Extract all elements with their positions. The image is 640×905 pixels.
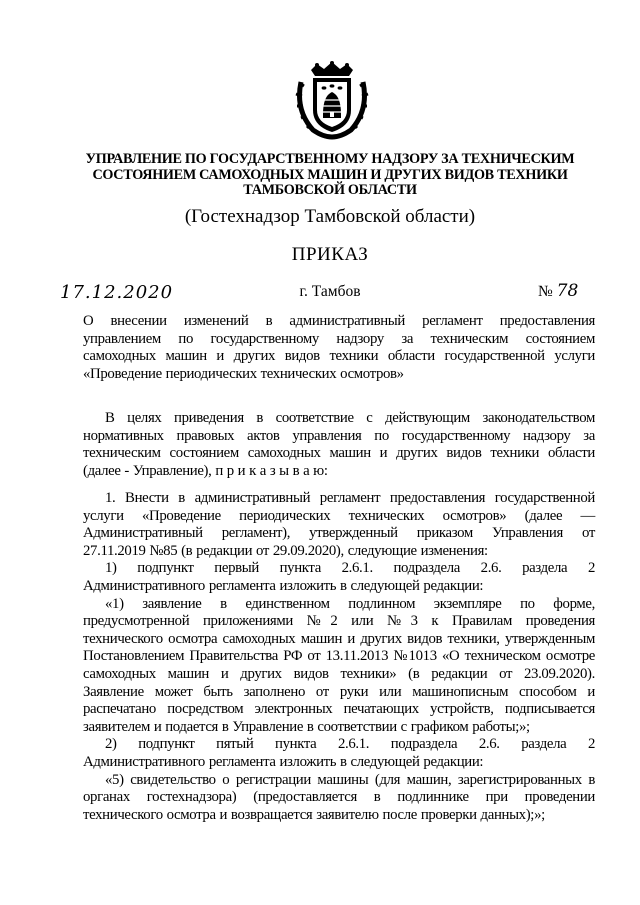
body-line: «5) свидетельство о регистрации машины (для машин, зарегистрированных в (105, 771, 595, 788)
subject-line: самоходных машин и других видов техники области государственной услуги (83, 348, 595, 365)
body-line: самоходных машин и других видов техники» (в редакции от 23.09.2020). (83, 665, 595, 682)
body-line: 2) подпункт пятый пункта 2.6.1. подраздела 2.6. раздела 2 (105, 736, 595, 753)
preamble-line: (далее - Управление), п р и к а з ы в а ю: (83, 462, 328, 479)
body-line: Административный регламент), утвержденный приказом Управления от (83, 525, 595, 542)
body-line: Административного регламента изложить в следующей редакции: (83, 577, 484, 594)
organization-short-name: (Гостехнадзор Тамбовской области) (184, 206, 476, 227)
body-line: Постановлением Правительства РФ от 13.11.2013 №1013 «О техническом осмотре (83, 648, 595, 665)
subject-line: О внесении изменений в административный регламент предоставления (83, 313, 595, 329)
body-line: Заявление может быть заполнено от руки или машинописным способом и (83, 683, 595, 700)
subject-line: управлением по государственному надзору за техническим состоянием (83, 330, 595, 347)
coat-of-arms-emblem (291, 60, 373, 140)
body-line: 1) подпункт первый пункта 2.6.1. подраздела 2.6. раздела 2 (105, 560, 595, 577)
document-date: 17.12.2020 (60, 282, 174, 303)
order-body (83, 490, 595, 824)
preamble-line: В целях приведения в соответствие с действующим законодательством (105, 410, 595, 426)
org-line: ТАМБОВСКОЙ ОБЛАСТИ (243, 182, 417, 198)
subject-line: «Проведение периодических технических осмотров» (83, 365, 404, 382)
body-line: органах гостехнадзора) (предоставляется в подлиннике при проведении (83, 789, 595, 806)
document-city: г. Тамбов (299, 283, 361, 300)
body-line: заявителем и подается в Управление в соответствии с графиком работы;»; (83, 718, 530, 735)
preamble-line: техническим состоянием самоходных машин и других видов техники области (83, 445, 595, 462)
document-type-title: ПРИКАЗ (291, 244, 369, 265)
body-line: 27.11.2019 №85 (в редакции от 29.09.2020), следующие изменения: (83, 542, 488, 559)
body-line: Административного регламента изложить в следующей редакции: (83, 753, 484, 770)
body-line: 1. Внести в административный регламент предоставления государственной (105, 490, 595, 506)
org-line: УПРАВЛЕНИЕ ПО ГОСУДАРСТВЕННОМУ НАДЗОРУ ЗА ТЕХНИЧЕСКИМ (85, 151, 575, 167)
body-line: предусмотренной приложениями №2 или №3 к Правилам проведения (83, 613, 595, 630)
body-line: «1) заявление в единственном подлинном экземпляре по форме, (105, 595, 595, 612)
body-line: технического осмотра и возвращается заявителю после проверки данных);»; (83, 806, 545, 823)
organization-name (70, 152, 590, 199)
document-number (538, 281, 578, 301)
number-value: 78 (556, 281, 579, 301)
body-line: услуги «Проведение периодических технических осмотров» (далее — (83, 507, 595, 524)
body-line: распечатано посредством электронных печатающих устройств, подписывается (83, 701, 595, 718)
document-subject (83, 313, 595, 383)
preamble-line: нормативных правовых актов управления по государственному надзору за (83, 427, 595, 444)
org-line: СОСТОЯНИЕМ САМОХОДНЫХ МАШИН И ДРУГИХ ВИДОВ ТЕХНИКИ (92, 166, 568, 183)
number-prefix: № (538, 283, 553, 300)
body-line: технического осмотра самоходных машин и других видов техники, утвержденным (83, 630, 595, 647)
preamble (83, 410, 595, 480)
